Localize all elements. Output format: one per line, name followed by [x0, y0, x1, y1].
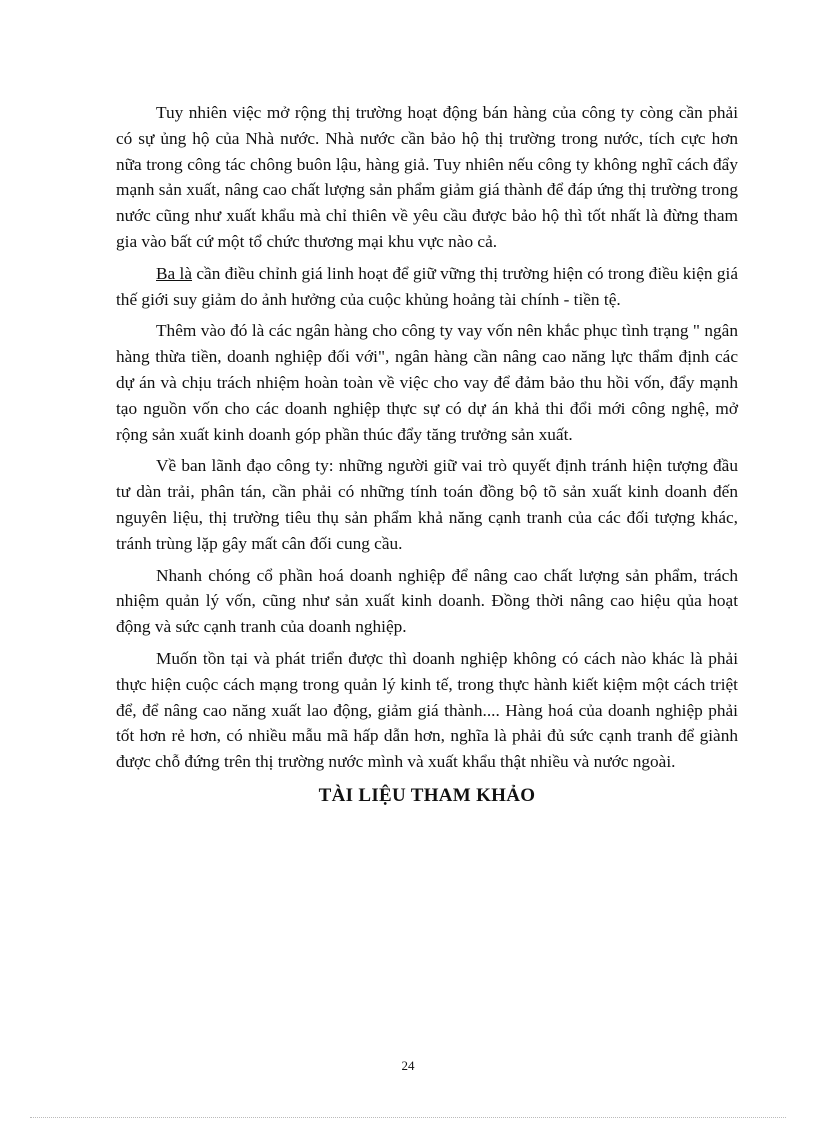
page-content: [116, 100, 738, 809]
paragraph-equitization: [116, 563, 738, 640]
paragraph-text: Thêm vào đó là các ngân hàng cho công ty vay vốn nên khắc phục tình trạng " ngân hàng thừa tiền, doanh nghiệp đối với", ngân hàng cần nâng cao năng lực thẩm định các dự án và chịu trách nhiệm hoàn toàn về việc cho vay để đảm bảo thu hồi vốn, đẩy mạnh tạo nguồn vốn cho các doanh nghiệp thực sự có dự án khả thi đổi mới công nghệ, mở rộng sản xuất kinh doanh góp phần thúc đẩy tăng trưởng sản xuất.: [116, 321, 738, 444]
page-number: 24: [401, 1058, 415, 1073]
paragraph-text: cần điều chỉnh giá linh hoạt để giữ vững thị trường hiện có trong điều kiện giá thế giới suy giảm do ảnh hưởng của cuộc khủng hoảng tài chính - tiền tệ.: [116, 263, 738, 309]
paragraph-banks: [116, 318, 738, 447]
paragraph-leadership: [116, 453, 738, 556]
paragraph-market-expansion: [116, 100, 738, 255]
references-heading: TÀI LIỆU THAM KHẢO: [318, 784, 536, 806]
page-bottom-divider: [30, 1117, 786, 1118]
paragraph-text: Tuy nhiên việc mở rộng thị trường hoạt động bán hàng của công ty còng cần phải có sự ủng hộ của Nhà nước. Nhà nước cần bảo hộ thị trường trong nước, tích cực hơn nữa trong công tác chông buôn lậu, hàng giả. Tuy nhiên nếu công ty không nghĩ cách đẩy mạnh sản xuất, nâng cao chất lượng sản phẩm giảm giá thành để đáp ứng thị trường trong nước cũng như xuất khẩu mà chỉ thiên về yêu cầu được bảo hộ thì tốt nhất là đừng tham gia vào bất cứ một tổ chức thương mại khu vực nào cả.: [116, 103, 738, 251]
paragraph-text: Muốn tồn tại và phát triển được thì doanh nghiệp không có cách nào khác là phải thực hiện cuộc cách mạng trong quản lý kinh tế, trong thực hành kiết kiệm một cách triệt để, để nâng cao năng xuất lao động, giảm giá thành.... Hàng hoá của doanh nghiệp phải tốt hơn rẻ hơn, có nhiều mẫu mã hấp dẫn hơn, nghĩa là phải đủ sức cạnh tranh để giành được chỗ đứng trên thị trường nước mình và xuất khẩu thật nhiều và nước ngoài.: [116, 648, 738, 772]
paragraph-text: Nhanh chóng cổ phần hoá doanh nghiệp để nâng cao chất lượng sản phẩm, trách nhiệm quản lý vốn, cũng như sản xuất kinh doanh. Đồng thời nâng cao hiệu qủa hoạt động và sức cạnh tranh của doanh nghiệp.: [116, 565, 738, 637]
paragraph-development: [116, 646, 738, 775]
paragraph-lead-underlined: Ba là: [156, 263, 193, 283]
paragraph-text: Về ban lãnh đạo công ty: những người giữ vai trò quyết định tránh hiện tượng đầu tư dàn trải, phân tán, cần phải có những tính toán đồng bộ tõ sản xuất kinh doanh đến nguyên liệu, thị trường tiêu thụ sản phẩm khả năng cạnh tranh của các đối tượng khác, tránh trùng lặp gây mất cân đối cung cầu.: [116, 456, 738, 553]
paragraph-price-adjustment: [116, 261, 738, 313]
